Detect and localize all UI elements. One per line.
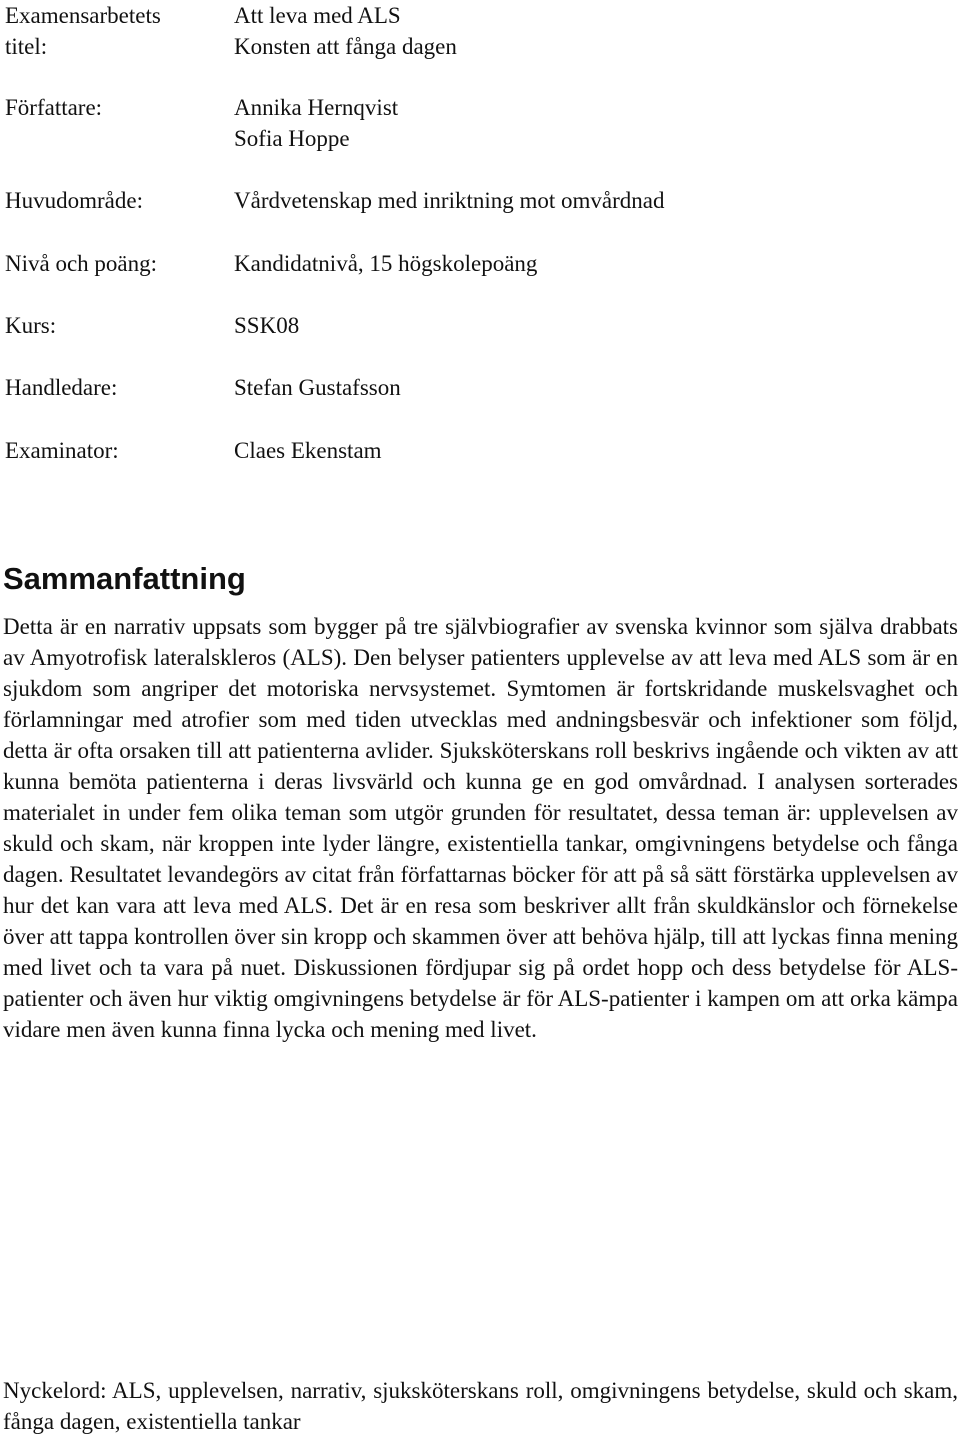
level-label: Nivå och poäng:: [5, 251, 158, 276]
supervisor-row: [5, 372, 955, 403]
title-row: [5, 0, 955, 62]
title-value-line1: Att leva med ALS: [234, 3, 401, 28]
course-row: [5, 310, 955, 341]
examiner-row: [5, 435, 955, 466]
author-value-line2: Sofia Hoppe: [234, 126, 350, 151]
author-value-line1: Annika Hernqvist: [234, 95, 399, 120]
course-value: SSK08: [234, 313, 300, 338]
title-label-line2: titel:: [5, 34, 48, 59]
examiner-label: Examinator:: [5, 438, 119, 463]
summary-paragraph: Detta är en narrativ uppsats som bygger på tre självbiografier av svenska kvinnor som själva drabbats av Amyotrofisk lateralskleros (ALS). Den belyser patienters upplevelse av att leva med ALS som är en sjukdom som angriper det motoriska nervsystemet. Symtomen är fortskridande muskelsvaghet och förlamningar med atrofier som med tiden utvecklas med andningsbesvär och infektioner som följd, detta är ofta orsaken till att patienterna avlider. Sjuksköterskans roll beskrivs ingående och vikten av att kunna bemöta patienterna i deras livsvärld och kunna ge en god omvårdnad. I analysen sorterades materialet in under fem olika teman som utgör grunden för resultatet, dessa teman är: upplevelsen av skuld och skam, när kroppen inte lyder längre, existentiella tankar, omgivningens betydelse och fånga dagen. Resultatet levandegörs av citat från författarnas böcker för att på så sätt förstärka upplevelsen av hur det kan vara att leva med ALS. Det är en resa som beskriver allt från skuldkänslor och förnekelse över att tappa kontrollen över sin kropp och skammen över att behöva hjälp, till att lyckas finna mening med livet och ta vara på nuet. Diskussionen fördjupar sig på ordet hopp och dess betydelse för ALS-patienter och även hur viktig omgivningens betydelse är för ALS-patienter i kampen om att orka kämpa vidare men även kunna finna lycka och mening med livet.: [3, 614, 958, 1042]
title-value-line2: Konsten att fånga dagen: [234, 34, 457, 59]
author-value: [234, 92, 955, 154]
summary-heading: Sammanfattning: [3, 561, 246, 596]
title-value: [234, 0, 955, 62]
course-label: Kurs:: [5, 313, 57, 338]
subject-label: Huvudområde:: [5, 188, 143, 213]
thesis-metadata: [5, 0, 955, 466]
level-row: [5, 248, 955, 279]
title-label: [5, 0, 234, 62]
examiner-value: Claes Ekenstam: [234, 438, 382, 463]
keywords-paragraph: Nyckelord: ALS, upplevelsen, narrativ, sjuksköterskans roll, omgivningens betydelse, skuld och skam, fånga dagen, existentiella tankar: [3, 1378, 958, 1434]
supervisor-label: Handledare:: [5, 375, 118, 400]
author-label: Författare:: [5, 95, 103, 120]
supervisor-value: Stefan Gustafsson: [234, 375, 401, 400]
level-value: Kandidatnivå, 15 högskolepoäng: [234, 251, 538, 276]
title-label-line1: Examensarbetets: [5, 3, 161, 28]
author-row: [5, 92, 955, 154]
subject-row: [5, 185, 955, 216]
subject-value: Vårdvetenskap med inriktning mot omvårdnad: [234, 188, 665, 213]
